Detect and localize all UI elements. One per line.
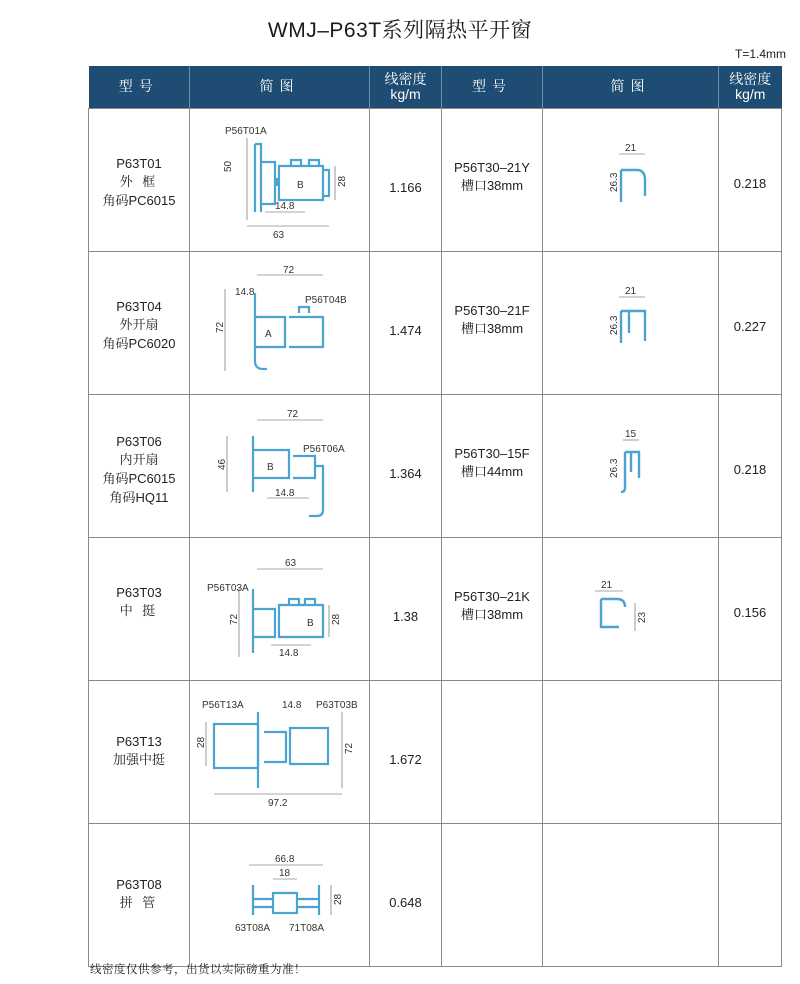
width-dim: 72 xyxy=(282,264,294,276)
part-label-left: 63T08A xyxy=(234,922,270,934)
header-density-left xyxy=(370,66,442,108)
drawing-cell xyxy=(543,537,719,680)
empty-cell xyxy=(719,680,782,823)
part-label-right: 71T08A xyxy=(288,922,324,934)
page-title: WMJ–P63T系列隔热平开窗 xyxy=(267,19,533,42)
model-slot: 槽口38mm xyxy=(460,178,524,194)
height-dim: 28 xyxy=(332,893,344,905)
profile-drawing-p63t04 xyxy=(205,263,355,383)
model-code: P63T03 xyxy=(116,584,162,600)
drawing-cell xyxy=(190,823,370,966)
drawing-cell xyxy=(190,537,370,680)
left-height-dim: 28 xyxy=(195,736,207,748)
height-dim: 72 xyxy=(214,321,226,333)
profile-drawing-p56t30-21y xyxy=(591,140,671,220)
width-dim: 63 xyxy=(272,229,284,241)
width-dim: 63 xyxy=(284,557,296,569)
table-row xyxy=(89,537,782,680)
density-value: 0.156 xyxy=(719,537,782,680)
part-label-left: P56T13A xyxy=(201,699,244,711)
model-code: P56T30–15F xyxy=(454,445,530,461)
empty-cell xyxy=(543,680,719,823)
height-dim: 23 xyxy=(636,611,648,623)
model-cell xyxy=(89,108,190,251)
model-name: 拼 管 xyxy=(119,895,159,911)
table-row xyxy=(89,394,782,537)
model-name: 外开扇 xyxy=(119,317,159,333)
density-label: 线密度 xyxy=(384,71,427,88)
drawing-cell xyxy=(190,108,370,251)
header-model-right: 型号 xyxy=(442,66,543,108)
model-cell xyxy=(89,537,190,680)
width-dim: 15 xyxy=(624,428,636,440)
profile-drawing-p56t30-21f xyxy=(591,283,671,363)
width-dim: 21 xyxy=(600,579,612,591)
part-label: P56T04B xyxy=(304,294,347,306)
chamber-label: A xyxy=(264,328,272,340)
density-value: 0.648 xyxy=(370,823,442,966)
model-accessory: 角码PC6015 xyxy=(102,471,176,487)
height-dim: 26.3 xyxy=(608,172,620,192)
model-cell xyxy=(442,394,543,537)
height-dim: 26.3 xyxy=(608,458,620,478)
chamber-label: B xyxy=(266,461,274,473)
model-accessory: 角码PC6015 xyxy=(102,193,176,209)
density-unit: kg/m xyxy=(390,85,421,102)
drawing-cell xyxy=(543,251,719,394)
header-model-left: 型号 xyxy=(89,66,190,108)
gap-dim: 14.8 xyxy=(274,200,294,212)
table-row xyxy=(89,108,782,251)
chamber-label: B xyxy=(306,617,314,629)
profile-drawing-p63t03 xyxy=(205,549,355,669)
inner-dim: 28 xyxy=(330,613,342,625)
header-drawing-left: 简图 xyxy=(190,66,370,108)
model-name: 外 框 xyxy=(119,174,159,190)
inner-dim: 28 xyxy=(336,175,348,187)
model-code: P63T08 xyxy=(116,876,162,892)
model-code: P63T06 xyxy=(116,433,162,449)
drawing-cell xyxy=(543,394,719,537)
drawing-cell xyxy=(190,251,370,394)
thickness-note: T=1.4mm xyxy=(734,47,786,61)
table-row xyxy=(89,251,782,394)
width-dim: 21 xyxy=(624,285,636,297)
density-value: 1.364 xyxy=(370,394,442,537)
model-cell xyxy=(442,537,543,680)
header-drawing-right: 简图 xyxy=(543,66,719,108)
model-code: P63T04 xyxy=(116,298,162,314)
model-slot: 槽口38mm xyxy=(460,607,524,623)
empty-cell xyxy=(543,823,719,966)
part-label-right: P63T03B xyxy=(315,699,358,711)
part-label: P56T01A xyxy=(224,125,267,137)
model-cell xyxy=(89,394,190,537)
gap-dim: 14.8 xyxy=(278,647,298,659)
part-label: P56T03A xyxy=(206,582,249,594)
model-cell xyxy=(442,108,543,251)
model-cell xyxy=(89,251,190,394)
model-accessory: 角码HQ11 xyxy=(109,490,169,506)
drawing-cell xyxy=(543,108,719,251)
profile-drawing-p56t30-21k xyxy=(591,569,671,649)
height-dim: 72 xyxy=(228,613,240,625)
chamber-label: B xyxy=(296,179,304,191)
profile-drawing-p63t01 xyxy=(205,120,355,240)
density-label: 线密度 xyxy=(729,71,772,88)
table-row xyxy=(89,680,782,823)
gap-dim: 18 xyxy=(278,867,290,879)
model-name: 加强中挺 xyxy=(112,752,165,768)
height-dim: 46 xyxy=(216,458,228,470)
density-value: 1.38 xyxy=(370,537,442,680)
right-height-dim: 72 xyxy=(343,742,355,754)
model-cell xyxy=(442,251,543,394)
model-cell xyxy=(89,823,190,966)
model-slot: 槽口44mm xyxy=(460,464,524,480)
model-code: P56T30–21F xyxy=(454,302,530,318)
density-value: 0.218 xyxy=(719,394,782,537)
gap-dim: 14.8 xyxy=(281,699,301,711)
density-value: 0.227 xyxy=(719,251,782,394)
model-name: 内开扇 xyxy=(119,452,159,468)
model-code: P56T30–21Y xyxy=(454,159,530,175)
width-dim: 21 xyxy=(624,142,636,154)
model-accessory: 角码PC6020 xyxy=(102,336,176,352)
empty-cell xyxy=(442,823,543,966)
header-density-right xyxy=(719,66,782,108)
density-value: 0.218 xyxy=(719,108,782,251)
model-name: 中 挺 xyxy=(119,603,159,619)
part-label: P56T06A xyxy=(302,443,345,455)
model-cell xyxy=(89,680,190,823)
overall-dim: 66.8 xyxy=(274,853,294,865)
profile-drawing-p56t30-15f xyxy=(591,426,671,506)
profile-drawing-p63t06 xyxy=(205,406,355,526)
profile-spec-table xyxy=(88,66,782,967)
profile-drawing-p63t08 xyxy=(205,845,355,945)
height-dim: 26.3 xyxy=(608,315,620,335)
width-dim: 72 xyxy=(286,408,298,420)
density-unit: kg/m xyxy=(735,85,766,102)
density-value: 1.672 xyxy=(370,680,442,823)
empty-cell xyxy=(719,823,782,966)
model-code: P63T13 xyxy=(116,733,162,749)
height-dim: 50 xyxy=(222,160,234,172)
density-value: 1.474 xyxy=(370,251,442,394)
model-code: P56T30–21K xyxy=(454,588,530,604)
footnote: 线密度仅供参考，出货以实际磅重为准！ xyxy=(90,964,306,976)
table-header xyxy=(89,66,782,108)
drawing-cell xyxy=(190,394,370,537)
table-row xyxy=(89,823,782,966)
gap-dim: 14.8 xyxy=(234,286,254,298)
drawing-cell xyxy=(190,680,370,823)
gap-dim: 14.8 xyxy=(274,487,294,499)
profile-drawing-p63t13 xyxy=(192,692,368,812)
empty-cell xyxy=(442,680,543,823)
width-dim: 97.2 xyxy=(267,797,287,809)
density-value: 1.166 xyxy=(370,108,442,251)
model-code: P63T01 xyxy=(116,155,162,171)
model-slot: 槽口38mm xyxy=(460,321,524,337)
